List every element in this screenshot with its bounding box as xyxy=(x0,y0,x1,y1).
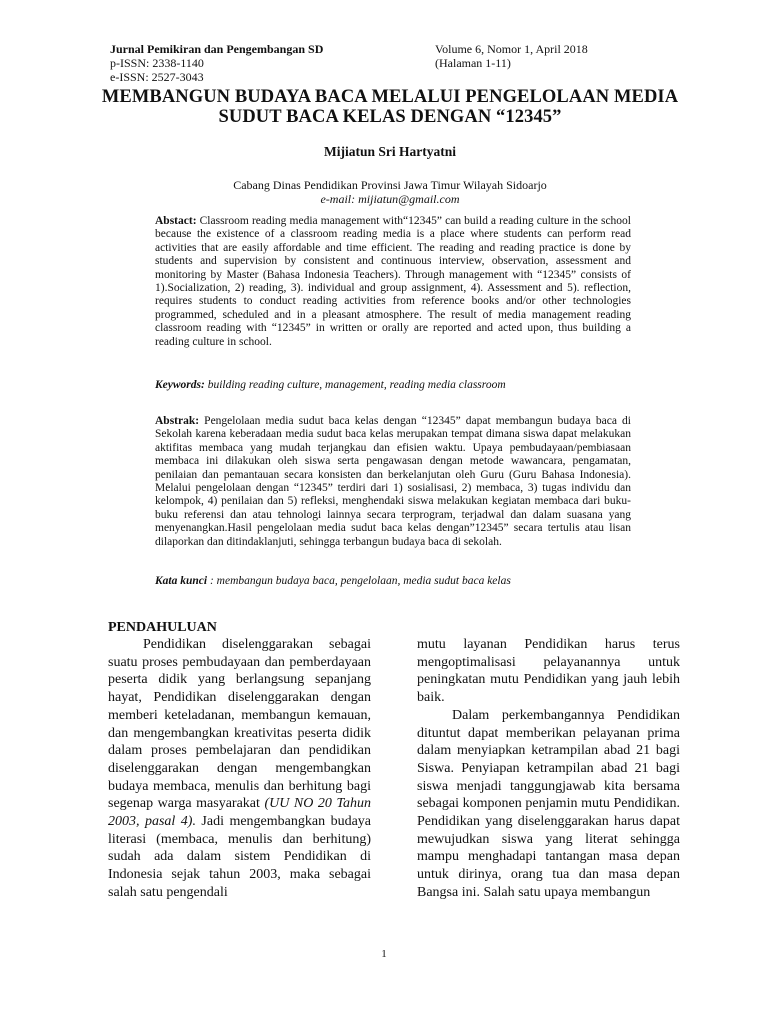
abstract-english xyxy=(155,215,631,349)
citation: (UU NO 20 Tahun 2003, pasal 4). xyxy=(108,796,371,830)
paper-title xyxy=(80,87,700,127)
institution: Cabang Dinas Pendidikan Provinsi Jawa Timur Wilayah Sidoarjo xyxy=(233,178,547,192)
journal-header-right xyxy=(435,42,588,70)
section-heading: PENDAHULUAN xyxy=(108,620,217,635)
paragraph-text: Jadi mengembangkan budaya literasi (membaca, menulis dan berhitung) sudah ada dalam sistem Pendidikan di Indonesia sejak tahun 2003, maka sebagai salah satu pengendali xyxy=(108,814,371,900)
paragraph xyxy=(417,636,680,707)
body-column-right xyxy=(417,636,680,902)
paragraph-text: Pendidikan diselenggarakan sebagai suatu proses pembudayaan dan pemberdayaan peserta didik yang berlangsung sepanjang hayat, Pendidikan diselenggarakan dengan memberi keteladanan, membangun kemauan, dan mengembangkan kreativitas peserta didik dalam proses pembelajaran dan pendidikan diselenggarakan dengan mengembangkan budaya membaca, menulis dan berhitung bagi segenap warga masyarakat xyxy=(108,637,371,812)
body-column-left xyxy=(108,636,371,902)
volume-info: Volume 6, Nomor 1, April 2018 xyxy=(435,42,588,56)
title-line-1: MEMBANGUN BUDAYA BACA MELALUI PENGELOLAAN MEDIA xyxy=(101,87,679,107)
page-number: 1 xyxy=(381,948,387,960)
author-email: e-mail: mijiatun@gmail.com xyxy=(320,192,460,206)
keywords-english xyxy=(155,379,631,391)
abstract-en-text: Classroom reading media management with“12345” can build a reading culture in the school because the existence of a classroom reading media is a place where students can perform read activities that are easily affordable and time efficient. The reading and reading practice is done by students and supervision by consistent and continuous interview, observation, assessment and monitoring by Master (Bahasa Indonesia Teachers). Through management with “12345” consists of 1).Socialization, 2) reading, 3). individual and group assignment, 4). Assessment and 5). reflection, requires students to conduct reading activities from reference books and/or other technologies programmed, scheduled and in a pleasant atmosphere. The result of media management reading classroom reading with “12345” in written or orally are reported and acted upon, thus building a reading culture in school. xyxy=(155,215,631,348)
title-line-2: SUDUT BACA KELAS DENGAN “12345” xyxy=(218,107,562,127)
keywords-en-label: Keywords: xyxy=(155,379,205,391)
abstract-en-label: Abstact: xyxy=(155,215,197,227)
abstract-id-label: Abstrak: xyxy=(155,415,200,427)
keywords-indonesian xyxy=(155,575,631,587)
paragraph xyxy=(417,707,680,902)
paragraph xyxy=(108,636,371,902)
eissn: e-ISSN: 2527-3043 xyxy=(110,70,204,84)
paragraph-text: Dalam perkembangannya Pendidikan dituntut dapat memberikan pelayanan prima dalam menyiapkan ketrampilan abad 21 bagi Siswa. Penyiapan ketrampilan abad 21 bagi siswa menjadi tanggungjawab kita bersama sebagai komponen penjamin mutu Pendidikan. Pendidikan yang diselenggarakan harus dapat mewujudkan siswa yang literat sehingga mampu menghadapi tantangan masa depan untuk dirinya, orang tua dan masa depan Bangsa ini. Salah satu upaya membangun xyxy=(417,707,680,900)
page-range: (Halaman 1-11) xyxy=(435,56,511,70)
abstract-id-text: Pengelolaan media sudut baca kelas dengan “12345” dapat membangun budaya baca di Sekolah karena keberadaan media sudut baca kelas merupakan tempat dimana siswa dapat melakukan aktifitas membaca yang mudah terjangkau dan efisien waktu. Upaya pembudayaan/pembiasaan membaca ini dilakukan oleh siswa serta pengawasan dengan metode wawancara, pengamatan, penilaian dan pemantauan secara konsisten dan berkelanjutan oleh Guru (Guru Bahasa Indonesia). Melalui pengelolaan dengan “12345” terdiri dari 1) sosialisasi, 2) membaca, 3) tugas individu dan kelompok, 4) penilaian dan 5) refleksi, menghendaki siswa melakukan kegiatan membaca dari buku-buku referensi dan atau tehnologi lainnya secara terprogram, terjadwal dan dalam suasana yang menyenangkan.Hasil pengelolaan media sudut baca kelas dengan”12345” secara tertulis atau lisan dilaporkan dan ditindaklanjuti, sehingga terbangun budaya baca di sekolah. xyxy=(155,415,631,548)
keywords-id-text: : membangun budaya baca, pengelolaan, media sudut baca kelas xyxy=(209,575,511,587)
journal-name: Jurnal Pemikiran dan Pengembangan SD xyxy=(110,42,324,56)
paragraph-text: mutu layanan Pendidikan harus terus mengoptimalisasi pelayanannya untuk peningkatan mutu Pendidikan yang jauh lebih baik. xyxy=(417,637,680,706)
keywords-en-text: building reading culture, management, reading media classroom xyxy=(207,379,506,391)
author-name: Mijiatun Sri Hartyatni xyxy=(324,144,456,159)
affiliation xyxy=(80,178,700,206)
pissn: p-ISSN: 2338-1140 xyxy=(110,56,204,70)
keywords-id-label: Kata kunci xyxy=(155,575,208,587)
journal-header-left xyxy=(110,42,323,84)
abstract-indonesian xyxy=(155,415,631,549)
